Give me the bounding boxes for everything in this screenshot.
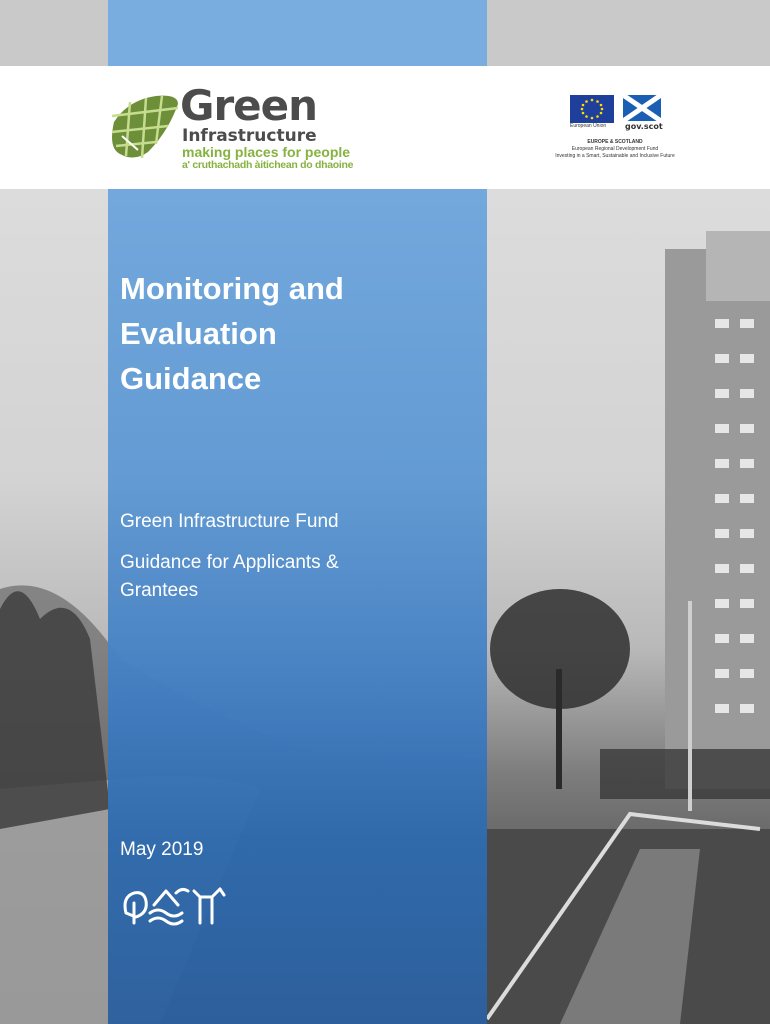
document-title <box>120 266 460 401</box>
document-date: May 2019 <box>120 839 204 860</box>
blue-strip-top <box>108 0 487 66</box>
document-subtitle: Green Infrastructure Fund <box>120 511 339 532</box>
eu-label: European Union <box>570 123 607 129</box>
logo-tagline-english: making places for people <box>182 144 351 160</box>
funding-logos <box>545 95 685 170</box>
erdf-line-3: Investing in a Smart, Sustainable and Inclusive Future <box>555 153 675 159</box>
erdf-text <box>545 139 685 160</box>
title-line: Guidance <box>120 361 262 396</box>
green-infrastructure-logo <box>108 81 358 172</box>
erdf-line-1: EUROPE & SCOTLAND <box>587 139 643 145</box>
eu-flag-icon <box>570 95 614 123</box>
erdf-line-2: European Regional Development Fund <box>571 146 659 152</box>
logo-word-infrastructure: Infrastructure <box>182 126 317 146</box>
nature-pictogram-icon <box>120 883 236 927</box>
document-subtitle-2: Guidance for Applicants & Grantees <box>120 552 339 601</box>
title-line: Monitoring and <box>120 271 344 306</box>
gov-scot-label: gov.scot <box>625 122 663 131</box>
logo-tagline-gaelic: a' cruthachadh àitichean do dhaoine <box>182 159 354 171</box>
saltire-flag-icon <box>623 95 661 121</box>
logo-word-green: Green <box>180 81 318 130</box>
green-infrastructure-leaf-grid-icon <box>108 92 180 162</box>
title-line: Evaluation <box>120 316 277 351</box>
